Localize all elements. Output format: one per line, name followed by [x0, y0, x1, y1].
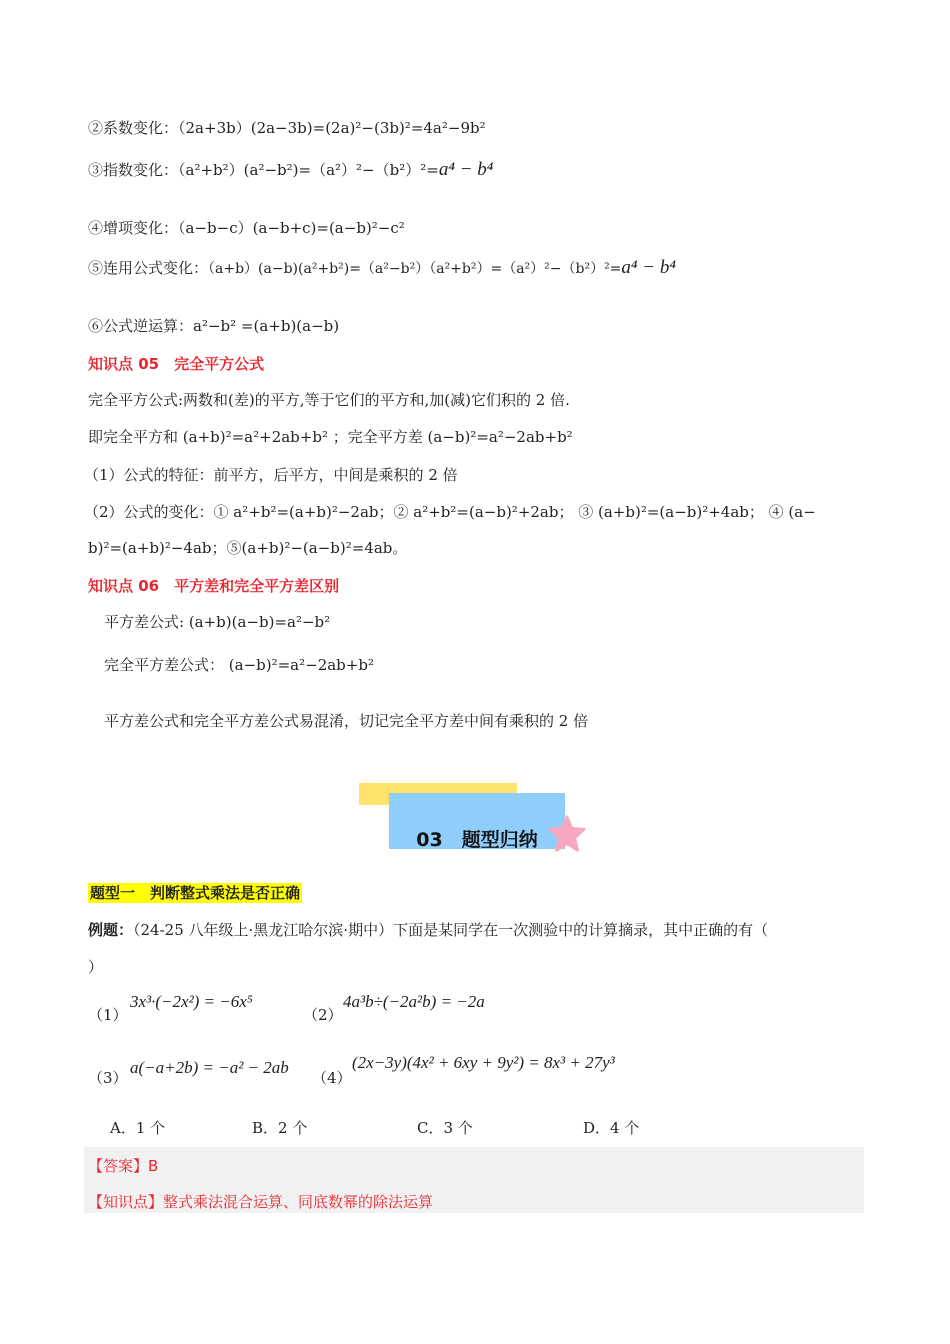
option-d[interactable]: D．4 个 [583, 1119, 640, 1137]
expression: a²−b² =(a+b)(a−b) [193, 317, 340, 335]
line-coefficient-change [88, 118, 486, 138]
expression: （2a+3b）(2a−3b)=(2a)²−(3b)²=4a²−9b² [178, 119, 486, 137]
example-line [88, 920, 768, 940]
kp06-note: 平方差公式和完全平方差公式易混淆，切记完全平方差中间有乘积的 2 倍 [104, 712, 589, 730]
kp05-definition: 完全平方公式:两数和(差)的平方,等于它们的平方和,加(减)它们积的 2 倍. [88, 391, 570, 409]
expression: （a−b−c）(a−b+c)=(a−b)²−c² [178, 219, 405, 237]
answer: 【答案】B [88, 1157, 159, 1175]
expression-result: a⁴ − b⁴ [438, 159, 494, 180]
item-2-expression: 4a³b÷(−2a²b) = −2a [343, 992, 485, 1011]
label: ③指数变化： [88, 161, 179, 179]
example-label: 例题： [88, 921, 134, 939]
example-text: （24-25 八年级上·黑龙江哈尔滨·期中）下面是某同学在一次测验中的计算摘录，其中正确的有（ [133, 921, 769, 939]
type1-title-text: 题型一 判断整式乘法是否正确 [90, 884, 301, 902]
item-4-expression: (2x−3y)(4x² + 6xy + 9y²) = 8x³ + 27y³ [352, 1053, 615, 1072]
item-2-number: （2） [303, 1006, 343, 1024]
label: ⑤连用公式变化： [88, 259, 209, 277]
kp05-change-line2: b)²=(a+b)²−4ab；⑤(a+b)²−(a−b)²=4ab。 [88, 539, 408, 557]
item-3-expression: a(−a+2b) = −a² − 2ab [130, 1058, 289, 1077]
expression: （a+b）(a−b)(a²+b²)=（a²−b²）（a²+b²）=（a²）²−（b²）²= [208, 261, 622, 277]
kp06-perfect-square-formula: 完全平方差公式： (a−b)²=a²−2ab+b² [104, 656, 374, 674]
label: ②系数变化： [88, 119, 179, 137]
line-exponent-change [88, 160, 493, 180]
kp05-forms: 即完全平方和 (a+b)²=a²+2ab+b² ；完全平方差 (a−b)²=a²−2ab+b² [88, 428, 573, 446]
type1-title [88, 883, 302, 903]
kp05-change-line1: （2）公式的变化：① a²+b²=(a+b)²−2ab；② a²+b²=(a−b)²+2ab； ③ (a+b)²=(a−b)²+4ab； ④ (a− [84, 503, 816, 521]
label: ⑥公式逆运算： [88, 317, 194, 335]
expression: （a²+b²）(a²−b²)=（a²）²−（b²）²= [178, 161, 439, 179]
item-4-number: （4） [312, 1069, 352, 1087]
kp05-title: 知识点 05 完全平方公式 [88, 355, 265, 373]
item-3-number: （3） [88, 1069, 128, 1087]
line-repeated-formula-change [88, 258, 676, 279]
option-a[interactable]: A．1 个 [110, 1119, 166, 1137]
knowledge-point: 【知识点】整式乘法混合运算、同底数幂的除法运算 [88, 1193, 434, 1211]
option-b[interactable]: B．2 个 [252, 1119, 308, 1137]
kp05-feature: （1）公式的特征：前平方，后平方，中间是乘积的 2 倍 [84, 466, 458, 484]
line-inverse-formula [88, 316, 339, 336]
section-title: 03 题型归纳 [416, 829, 538, 851]
kp06-difference-formula: 平方差公式: (a+b)(a−b)=a²−b² [104, 613, 331, 631]
expression-result: a⁴ − b⁴ [621, 257, 676, 278]
item-1-number: （1） [88, 1006, 128, 1024]
star-icon [548, 815, 586, 853]
option-c[interactable]: C．3 个 [417, 1119, 473, 1137]
line-added-term-change [88, 218, 405, 238]
example-tail: ） [88, 958, 104, 976]
item-1-expression: 3x³·(−2x²) = −6x⁵ [130, 992, 253, 1011]
label: ④增项变化： [88, 219, 179, 237]
kp06-title: 知识点 06 平方差和完全平方差区别 [88, 577, 340, 595]
